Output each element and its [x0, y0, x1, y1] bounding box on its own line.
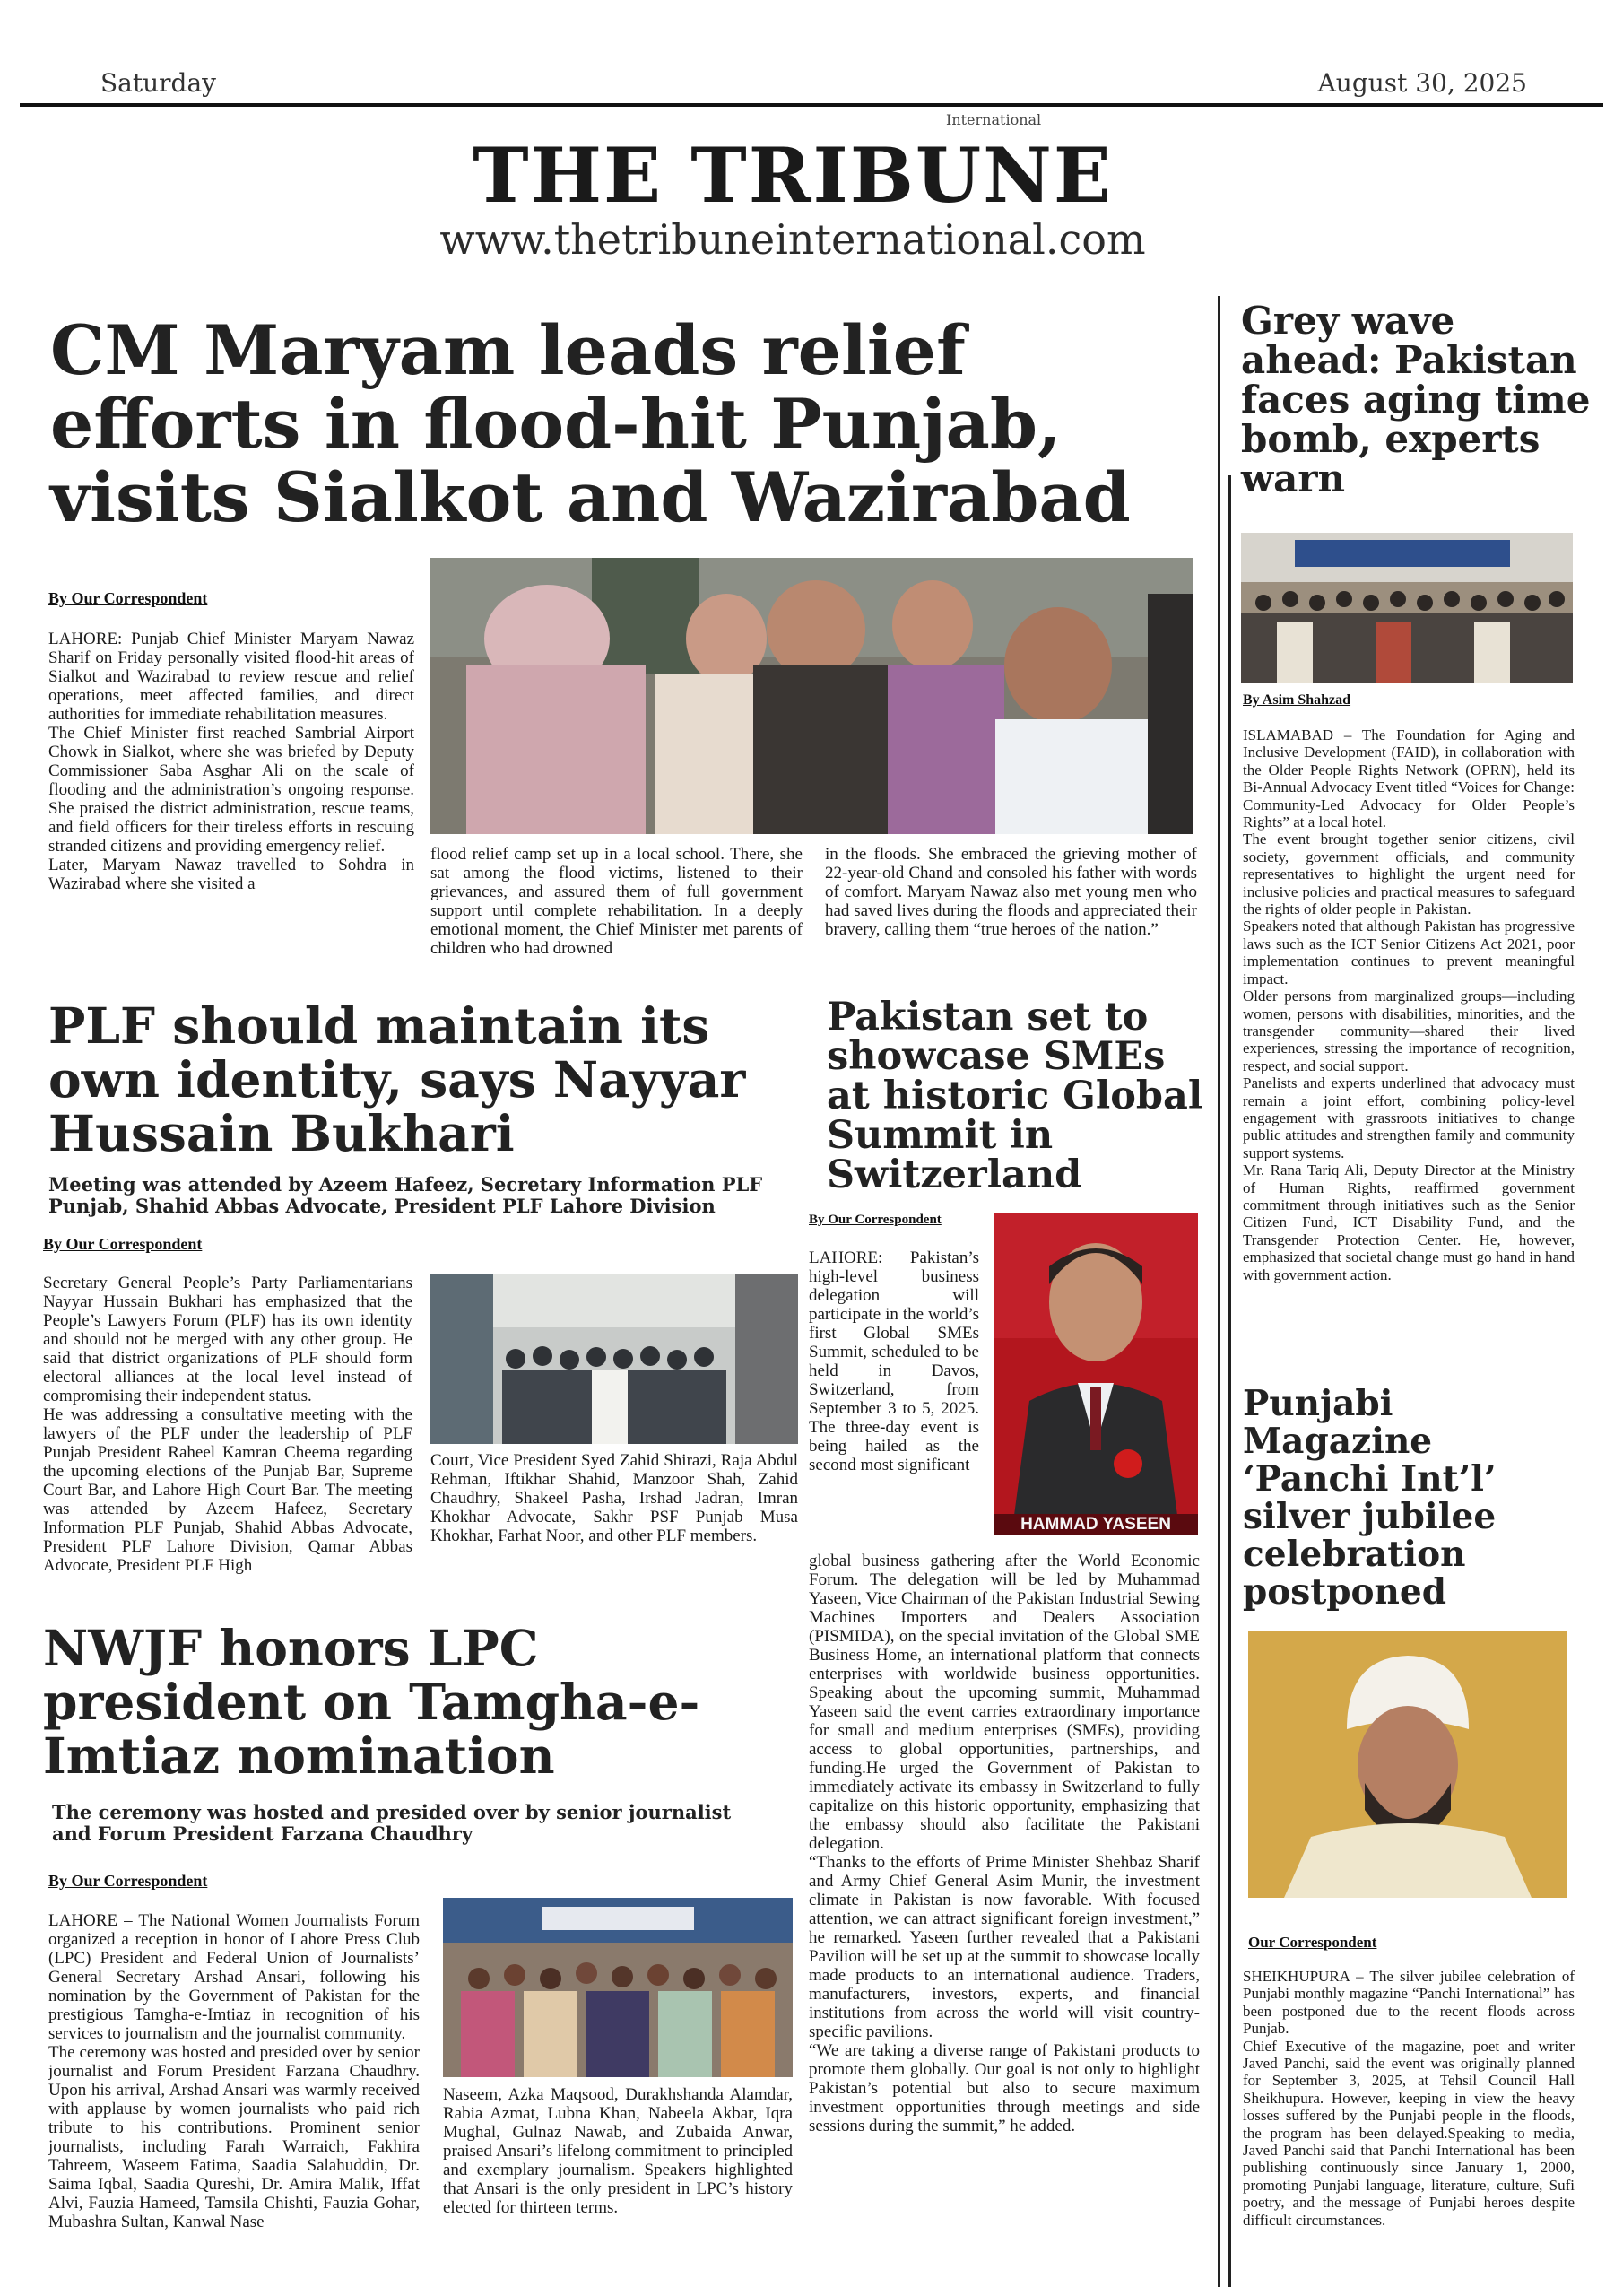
aging-photo-advocacy-event — [1241, 533, 1573, 683]
column-divider — [1228, 475, 1231, 2287]
plf-headline[interactable]: PLF should maintain its own identity, says Nayyar Hussain Bukhari — [48, 996, 746, 1162]
lead-photo-maryam-flood-visit — [430, 558, 1193, 834]
lead-column-3: in the floods. She embraced the grieving mother of 22-year-old Chand and consoled his father with words of comfort. Maryam Nawaz also met young men who had saved lives during the floods and appreciated their bravery, calling them “true heroes of the nation.” — [825, 845, 1197, 939]
masthead-rule — [20, 103, 1603, 107]
nwjf-column-2: Naseem, Azka Maqsood, Durakhshanda Alamdar, Rabia Azmat, Lubna Khan, Nabeela Akbar, Iqra Mughal, Gulnaz Nawab, and Zubaida Anwar, praised Ansari’s lifelong commitment to principled and exemplary journalism. Speakers highlighted that Ansari is the only president in LPC’s history elected for thirteen terms. — [443, 2085, 793, 2217]
sme-intro: LAHORE: Pakistan’s high-level business delegation will participate in the world’s first Global SMEs Summit, scheduled to be held in Davos, Switzerland, from September 3 to 5, 2025. The three-day event is being hailed as the second most significant — [809, 1248, 979, 1474]
lead-headline[interactable]: CM Maryam leads relief efforts in flood-hit Punjab, visits Sialkot and Wazirabad — [50, 310, 1131, 538]
nwjf-byline: By Our Correspondent — [48, 1872, 208, 1890]
panchi-byline: Our Correspondent — [1248, 1934, 1377, 1951]
plf-column-2: Court, Vice President Syed Zahid Shirazi, Raja Abdul Rehman, Iftikhar Shahid, Manzoor Shah, Zahid Chaudhry, Shakeel Pasha, Irshad Jadran, Imran Khokhar Advocate, Sakhr PSF Punjab Musa Khokhar, Farhat Noor, and other PLF members. — [430, 1451, 798, 1545]
aging-headline[interactable]: Grey wave ahead: Pakistan faces aging time bomb, experts warn — [1241, 299, 1591, 500]
plf-photo-lawyers-meeting — [430, 1274, 798, 1444]
lead-column-1: LAHORE: Punjab Chief Minister Maryam Nawaz Sharif on Friday personally visited flood-hit areas of Sialkot and Wazirabad to review rescue and relief operations, meet affected families, and direct authorities for immediate rehabilitation measures. The Chief Minister first reached Sambrial Airport Chowk in Sialkot, where she was briefed by Deputy Commissioner Saba Asghar Ali on the scale of flooding and the administration’s ongoing response. She praised the district administration, rescue teams, and field officers for their tireless efforts in rescuing stranded citizens and providing emergency relief. Later, Maryam Nawaz travelled to Sohdra in Wazirabad where she visited a — [48, 630, 414, 893]
sme-headline[interactable]: Pakistan set to showcase SMEs at historic Global Summit in Switzerland — [827, 995, 1203, 1197]
plf-byline: By Our Correspondent — [43, 1235, 203, 1253]
sme-photo-caption: HAMMAD YASEEN — [1020, 1515, 1171, 1534]
column-divider — [1218, 296, 1220, 2287]
sme-photo-hammad-yaseen — [994, 1213, 1198, 1535]
panchi-photo-javed-panchi — [1248, 1631, 1567, 1898]
lead-byline: By Our Correspondent — [48, 589, 208, 607]
lead-column-2: flood relief camp set up in a local school. There, she sat among the flood victims, listened to their grievances, and assured them of full government support until complete rehabilitation. In a deeply emotional moment, the Chief Minister met parents of children who had drowned — [430, 845, 803, 958]
nwjf-headline[interactable]: NWJF honors LPC president on Tamgha-e-Imtiaz nomination — [43, 1619, 700, 1785]
sme-byline: By Our Correspondent — [809, 1213, 942, 1227]
nwjf-photo-reception — [443, 1898, 793, 2077]
plf-column-1: Secretary General People’s Party Parliamentarians Nayyar Hussain Bukhari has emphasized that the People’s Lawyers Forum (PLF) has its own identity and should not be merged with any other group. He said that district organizations of PLF should form electoral alliances at the local level instead of compromising their independent status. He was addressing a consultative meeting with the lawyers of the PLF under the leadership of PLF Punjab President Raheel Kamran Cheema regarding the upcoming elections of the Punjab Bar, Supreme Court Bar, and Lahore High Court Bar. The meeting was attended by Azeem Hafeez, Secretary Information PLF Punjab, Shahid Abbas Advocate, President PLF Lahore Division, Qamar Abbas Advocate, President PLF High — [43, 1274, 412, 1575]
aging-body: ISLAMABAD – The Foundation for Aging and Inclusive Development (FAID), in collaboration with the Older People Rights Network (OPRN), held its Bi-Annual Advocacy Event titled “Voices for Change: Community-Led Advocacy for Older People’s Rights” at a local hotel. The event brought together senior citizens, civil society, government officials, and community representatives to highlight the urgent need for inclusive policies and practical measures to safeguard the rights of older people in Pakistan. Speakers noted that although Pakistan has progressive laws such as the ICT Senior Citizens Act 2021, poor implementation continues to prevent meaningful impact. Older persons from marginalized groups—including women, persons with disabilities, minorities, and the transgender community—shared their lived experiences, stressing the importance of recognition, respect, and social support. Panelists and experts underlined that advocacy must remain a joint effort, combining policy-level engagement with grassroots initiatives to change public attitudes and strengthen family and community support systems. Mr. Rana Tariq Ali, Deputy Director at the Ministry of Human Rights, reaffirmed government commitment through initiatives such as the Senior Citizen Fund, ICT Disability Fund, and the Transgender Protection Center. He, however, emphasized that societal change must go hand in hand with government action. — [1243, 726, 1575, 1283]
newspaper-title: THE TRIBUNE — [473, 131, 1113, 220]
panchi-body: SHEIKHUPURA – The silver jubilee celebration of Punjabi monthly magazine “Panchi International” has been postponed due to the recent floods across Punjab. Chief Executive of the magazine, poet and writer Javed Panchi, said the event was originally planned for September 3, 2025, at Tehsil Council Hall Sheikhupura. However, keeping in view the heavy losses suffered by the Punjabi people in the floods, the program has been delayed.Speaking to media, Javed Panchi said that Panchi International has been publishing continuously since January 1, 2000, promoting Punjabi language, literature, culture, Sufi poetry, and the message of Punjabi heroes despite difficult circumstances. — [1243, 1968, 1575, 2229]
newspaper-url[interactable]: www.thetribuneinternational.com — [439, 215, 1146, 264]
masthead-day: Saturday — [100, 68, 216, 98]
nwjf-column-1: LAHORE – The National Women Journalists Forum organized a reception in honor of Lahore Press Club (LPC) President and Federal Union of Journalists’ General Secretary Arshad Ansari, following his nomination by the Government of Pakistan for the prestigious Tamgha-e-Imtiaz in recognition of his services to journalism and the journalist community. The ceremony was hosted and presided over by senior journalist and Forum President Farzana Chaudhry. Upon his arrival, Arshad Ansari was warmly received with applause by women journalists who paid rich tribute to his contributions. Prominent senior journalists, including Farah Warraich, Fakhira Tahreem, Waseem Fatima, Saadia Salahuddin, Dr. Saima Iqbal, Saadia Qureshi, Dr. Amira Malik, Iffat Alvi, Fauzia Hameed, Tamsila Chishti, Fauzia Gohar, Mubashra Sultan, Kanwal Nase — [48, 1911, 420, 2231]
plf-subhead: Meeting was attended by Azeem Hafeez, Secretary Information PLF Punjab, Shahid Abbas Advocate, President PLF Lahore Division — [48, 1173, 763, 1217]
masthead-date: August 30, 2025 — [1317, 68, 1527, 98]
sme-body: global business gathering after the World Economic Forum. The delegation will be led by Muhammad Yaseen, Vice Chairman of the Pakistan Industrial Sewing Machines Importers and Dealers Association (PISMIDA), on the special invitation of the Global SME Business Home, an international platform that connects enterprises with worldwide business opportunities. Speaking about the upcoming summit, Muhammad Yaseen said the event carries extraordinary importance for small and medium enterprises (SMEs), providing access to global opportunities, partnerships, and funding.He urged the Government of Pakistan to immediately activate its embassy in Switzerland to fully capitalize on this historic opportunity, emphasizing that the embassy should also facilitate the Pakistani delegation. “Thanks to the efforts of Prime Minister Shehbaz Sharif and Army Chief General Asim Munir, the investment climate in Pakistan is now favorable. With focused attention, we can attract significant foreign investment,” he remarked. Yaseen further revealed that a Pakistani Pavilion will be set up at the summit to showcase locally made products to an international audience. Traders, manufacturers, investors, experts, and financial institutions from across the world will visit country-specific pavilions. “We are taking a diverse range of Pakistani products to promote them globally. Our goal is not only to highlight Pakistan’s potential but also to secure maximum investment opportunities through meetings and side sessions during the summit,” he added. — [809, 1552, 1200, 2135]
edition-label: International — [946, 111, 1042, 128]
panchi-headline[interactable]: Punjabi Magazine ‘Panchi Int’l’ silver jubilee celebration postponed — [1243, 1383, 1497, 1613]
nwjf-subhead: The ceremony was hosted and presided over by senior journalist and Forum President Farzana Chaudhry — [52, 1801, 732, 1845]
aging-byline: By Asim Shahzad — [1243, 692, 1351, 708]
